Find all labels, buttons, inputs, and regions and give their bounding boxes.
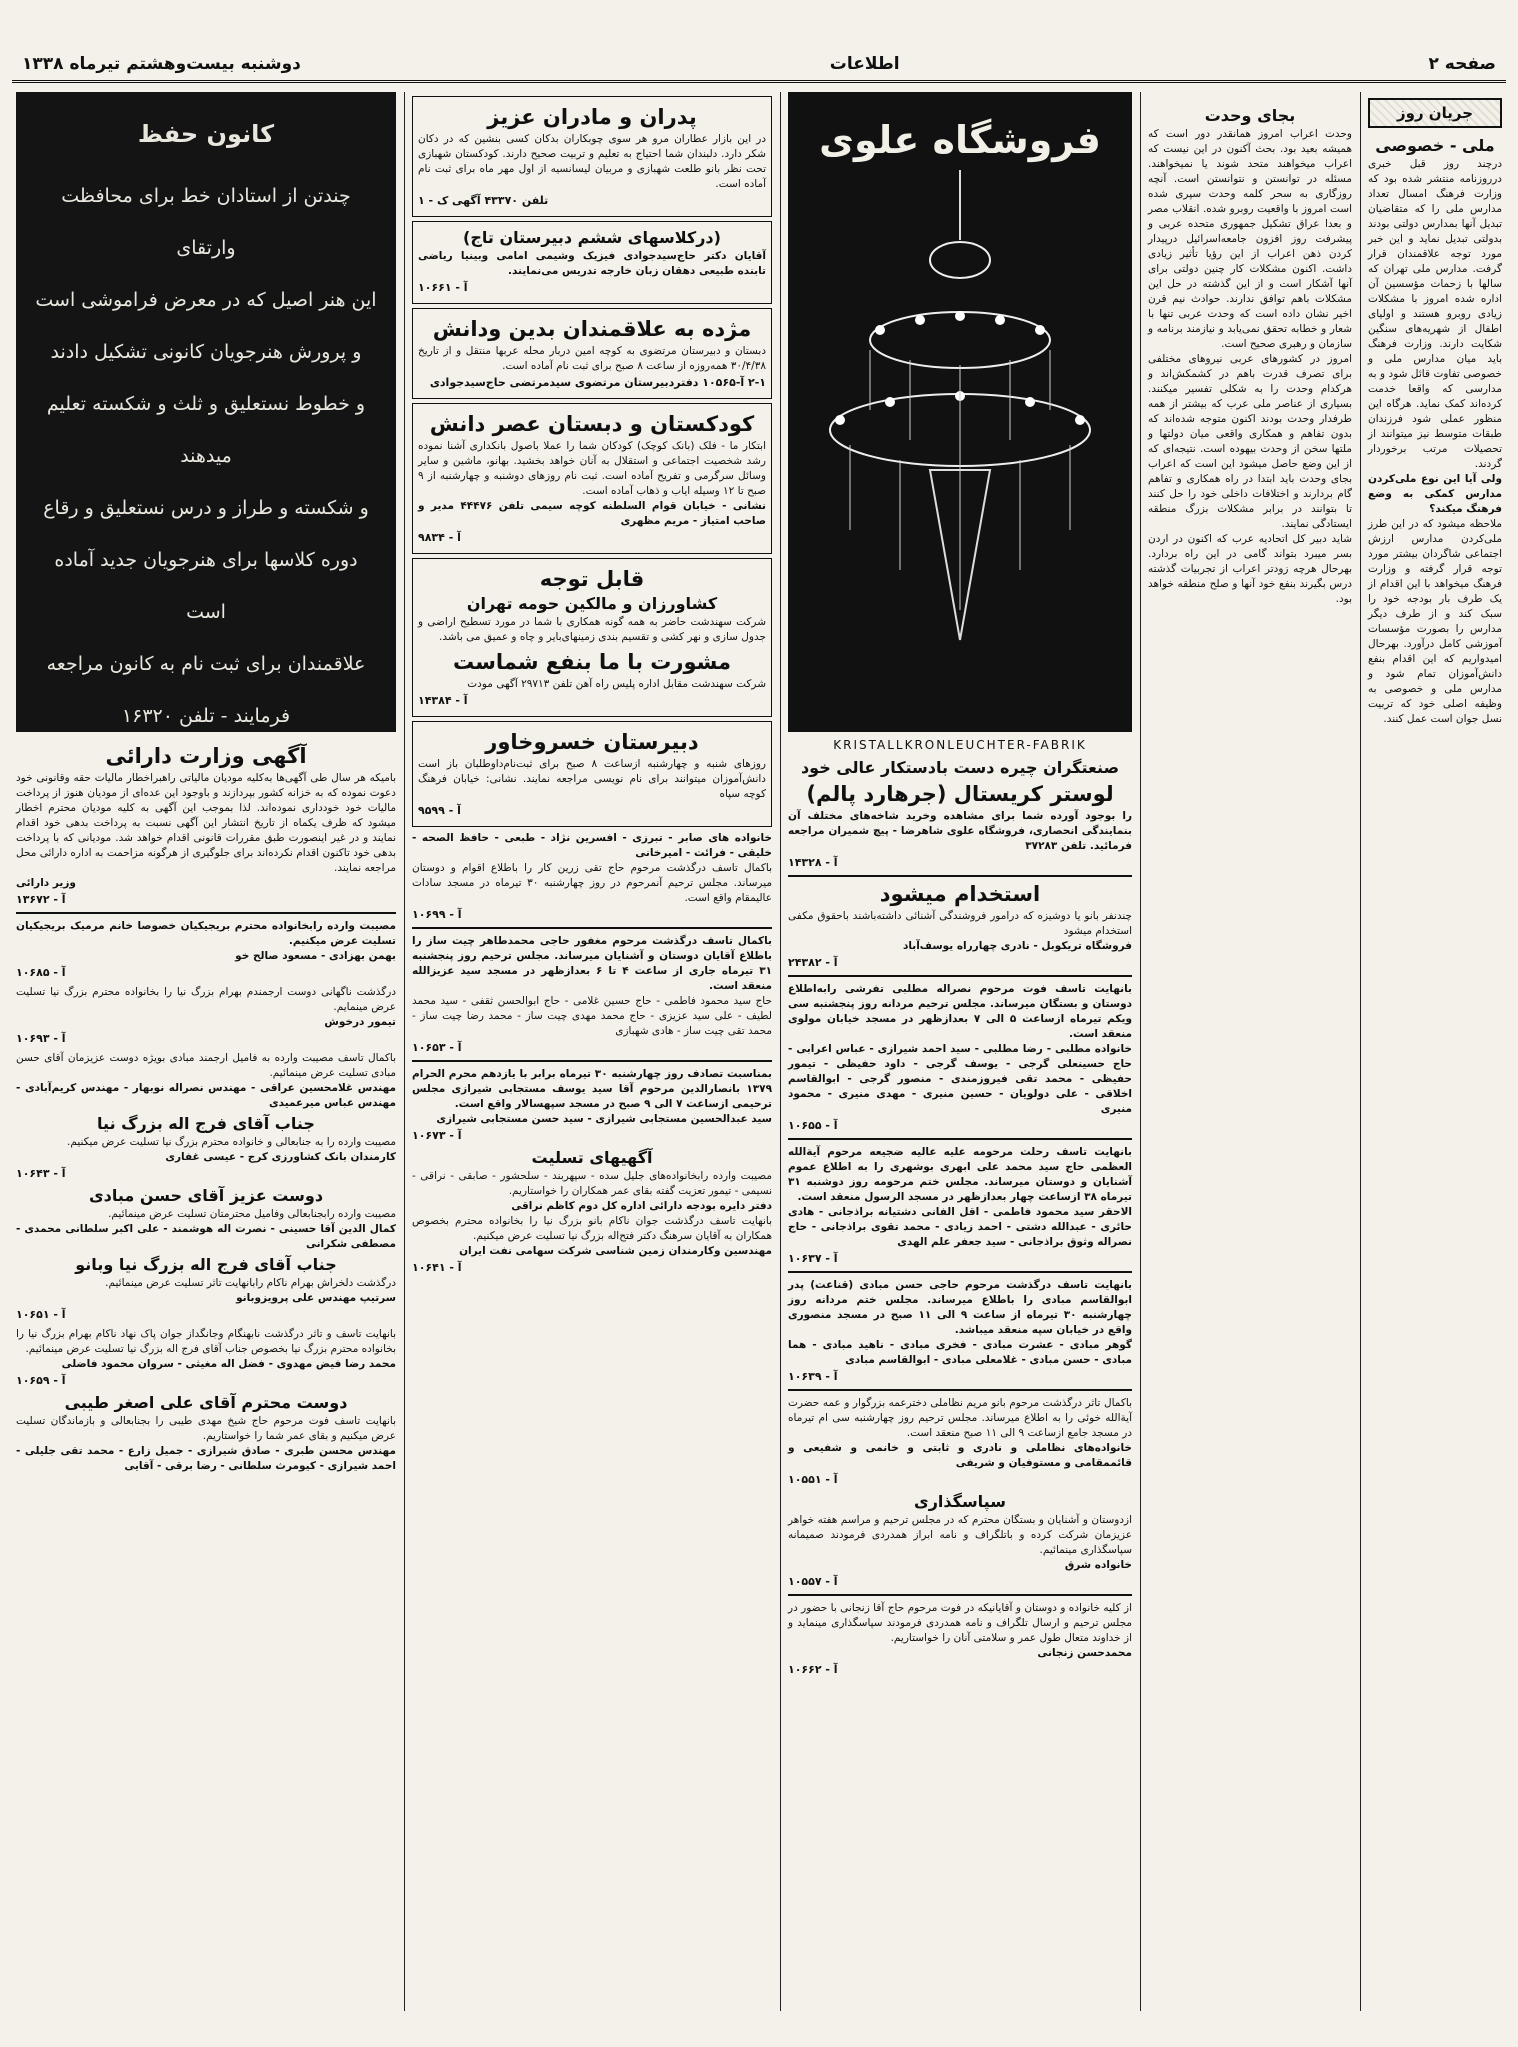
- divider: [788, 1271, 1132, 1273]
- ad-address: نشانی - خیابان قوام السلطنه کوچه سیمی تلفن ۴۴۴۷۶ مدیر و صاحب امتیاز - مریم مظهری: [418, 500, 766, 527]
- obituary-notice: باکمال تاثر درگذشت مرحوم بانو مریم نظاملی دخترعمه بزرگوار و عمه حضرت آیةالله خوئی را به اطلاع میرساند. مجلس ترحیم روز چهارشنبه سی ام تیرماه در مسجد جامع ازساعت ۹ الی ۱۱ صبح منعقد است.: [788, 1397, 1132, 1439]
- condolence-sign: مهندس محسن طبری - صادق شیرازی - جمیل زارع - محمد تقی جلیلی - احمد شیرازی - کیومرث سلطانی - رضا برقی - آقایی: [16, 1445, 396, 1472]
- ad-reference: آ - ۱۰۶۷۳: [412, 1129, 462, 1142]
- ad-reference: آ - ۱۰۶۵۹: [16, 1374, 66, 1387]
- condolence-sign: کمال الدین آقا حسینی - نصرت اله هوشمند - علی اکبر سلطانی محمدی - مصطفی شکرانی: [16, 1223, 396, 1250]
- company-advert: [412, 558, 772, 717]
- chandelier-advert-photo: [788, 92, 1132, 732]
- ad-body: دبستان و دبیرستان مرتضوی به کوچه امین دربار محله عربها منتقل و از تاریخ ۳۰/۴/۳۸ همه‌روزه از ساعت ۸ صبح برای ثبت نام آماده است.: [418, 345, 766, 372]
- condolence-body: باکمال تاسف مصیبت وارده به فامیل ارجمند مبادی بویژه دوست عزیزمان آقای حسن مبادی تسلیت عرض مینمائیم.: [16, 1052, 396, 1079]
- calligraphy-line: علاقمندان برای ثبت نام به کانون مراجعه: [46, 653, 366, 675]
- article-body: ملاحظه میشود که در این طرز ملی‌کردن مدارس ارزش اجتماعی شاگردان بیشتر مورد توجه قرار گرفته و وزارت فرهنگ میخواهد با این اقدام از یک طرف بار بودجه خود را سبک کند و از طرف دیگر مدارس را بصورت مؤسسات آموزشی کامل درآورد. بهرحال امیدواریم که این اقدام بنفع دانش‌آموزان تمام شود و مدارس ملی و خصوصی به وظیفه اصلی خود که تربیت نسل جوان است عمل کنند.: [1368, 518, 1502, 725]
- ad-reference: آ - ۱۰۶۶۲: [788, 1663, 838, 1676]
- obituary-family: گوهر مبادی - عشرت مبادی - فخری مبادی - ناهید مبادی - هما مبادی - حسن مبادی - غلامعلی مبادی - ابوالقاسم مبادی: [788, 1339, 1132, 1366]
- obituary-family: سید عبدالحسین مستجابی شیرازی - سید حسن مستجابی شیرازی: [436, 1113, 772, 1125]
- shop-name: فروشگاه علوی: [819, 118, 1101, 162]
- ad-body: در این بازار عطاران مرو هر سوی چوبکاران بدکان کسی بنشین که در دکان شکر دارد. دلبندان شما احتیاج به تعلیم و تربیت صحیح دارند. کودکستان شهبازی تحت نظر بانو طلعت شهبازی و مربیان لیسانسیه از اول مهر ماه برای ثبت نام آماده است.: [418, 133, 766, 190]
- column-rule: [1140, 92, 1141, 2011]
- ad-subtitle: کشاورزان و مالکین حومه تهران: [466, 594, 718, 613]
- condolence-body: مصیبت وارده رابخانواده‌های جلیل سده - سپهربند - سلحشور - صابقی - نراقی - نسیمی - تیمور تعزیت گفته بقای عمر همکاران را خواستاریم.: [412, 1170, 772, 1197]
- obituary-notice: بانهایت تاسف درگذشت مرحوم حاجی حسن مبادی (قناعت) پدر ابوالقاسم مبادی را باطلاع میرساند. مجلس ختم مردانه روز چهارشنبه ۳۰ تیرماه از ساعت ۹ الی ۱۱ صبح در مسجد منصوری واقع در خیابان سپه منعقد میباشد.: [788, 1279, 1132, 1336]
- ad-reference: آ - ۱۰۶۵۵: [788, 1119, 838, 1132]
- condolence-sign: دفتر دایره بودجه دارائی اداره کل دوم کاظم نراقی: [511, 1200, 772, 1212]
- ad-title: مشورت با ما بنفع شماست: [452, 650, 732, 674]
- ad-reference: آ - ۱۰۶۴۳: [16, 1167, 66, 1180]
- ad-reference: آ - ۱۰۶۳۹: [788, 1370, 838, 1383]
- article-title: ملی - خصوصی: [1375, 136, 1495, 155]
- column-school-ads: [406, 92, 778, 2011]
- thanks-body: ازدوستان و آشنایان و بستگان محترم که در مجلس ترحیم و مراسم هفته خواهر عزیزمان شرکت کرده و باتلگراف و نامه ابراز همدردی فرمودند صمیمانه سپاسگذاری مینمائیم.: [788, 1514, 1132, 1556]
- condolence-body: مصیبت وارده رابخانواده محترم بریجیکیان خصوصا خانم مرمیک بریجیکیان تسلیت عرض میکنیم.: [16, 920, 396, 947]
- ad-reference: آ - ۱۰۶۸۵: [16, 966, 66, 979]
- article-body: شاید دبیر کل اتحادیه عرب که اکنون در اردن بسر میبرد بتواند گامی در این راه بردارد. بهرحال هرچه زودتر اعراب از تجربیات گذشته درس بگیرند بنفع خود آنها و صلح منطقه خواهد بود.: [1148, 533, 1352, 605]
- ad-body: ابتکار ما - فلک (بانک کوچک) کودکان شما را عملا باصول بانکداری آشنا نموده رشد شخصیت اجتماعی و استقلال به آنان خواهد بخشید. بهانو، ماشین و سایر وسائل سرگرمی و تفریح آماده است. ثبت نام روزهای دوشنبه و چهارشنبه از ۹ صبح تا ۱۲ وسیله ایاب و ذهاب آماده است.: [418, 440, 766, 497]
- thanks-family: خانواده شرق: [1064, 1559, 1132, 1571]
- ad-reference: آ - ۱۴۳۸۴: [418, 694, 468, 707]
- ad-body: را بوجود آورده شما برای مشاهده وخرید شاخه‌های مختلف آن بنمایندگی انحصاری، فروشگاه علوی شاهرضا - پیچ شمیران مراجعه فرمائید. تلفن ۳۷۲۸۳: [788, 810, 1132, 852]
- ad-body: شرکت سهندشت مقابل اداره پلیس راه آهن تلفن ۲۹۷۱۳ آگهی مودت: [467, 678, 766, 690]
- calligraphy-title: کانون حفظ: [137, 120, 275, 148]
- condolence-sign: بهمن بهزادی - مسعود صالح خو: [235, 950, 396, 962]
- obituary-family: الاحقر سید محمود فاطمی - اقل الفانی دشتیانه براذجانی - هادی حائری - عبدالله دشتی - احمد زیادی - محمد تقوی براذجانی - حاج نصراله وثوق براذجانی - سید جعفر علم الهدی: [788, 1206, 1132, 1248]
- condolence-body: بانهایت تاسف درگذشت جوان ناکام بانو بزرگ نیا را بخانواده محترم بخصوص همکاران به آقایان سرهنگ دکتر فتح‌اله بزرگ نیا تسلیت عرض میکنیم.: [412, 1215, 772, 1242]
- ad-reference: آ - ۱۰۵۵۱: [788, 1473, 838, 1486]
- ad-body: شرکت سهندشت حاضر به همه گونه همکاری با شما در مورد تسطیح اراضی و جدول سازی و نهر کشی و تقسیم بندی زمینهای‌بایر و چاه و عمیق می باشد.: [418, 616, 766, 643]
- condolences-title: آگهیهای تسلیت: [531, 1148, 653, 1167]
- chandelier-icon: [810, 170, 1110, 670]
- column-editorial: [1362, 92, 1508, 2011]
- obituary-family: محمدحسن زنجانی: [1037, 1647, 1132, 1659]
- condolence-heading: جناب آقای فرج اله بزرگ نیا وبانو: [75, 1255, 337, 1274]
- calligraphy-line: و پرورش هنرجویان کانونی تشکیل دادند: [50, 341, 362, 363]
- condolence-body: مصیبت وارده رابجنابعالی وفامیل محترمتان تسلیت عرض مینمائیم.: [108, 1208, 396, 1220]
- calligraphy-line: این هنر اصیل که در معرض فراموشی است: [35, 289, 377, 311]
- divider: [788, 1389, 1132, 1391]
- ad-title: پدران و مادران عزیز: [487, 105, 697, 129]
- divider: [788, 1594, 1132, 1596]
- obituary-notice: بمناسبت تصادف روز چهارشنبه ۳۰ تیرماه برابر با یازدهم محرم الحرام ۱۳۷۹ بانصارالدین مرحوم آقا سید یوسف مستجابی شیرازی مجلس ترحیمی ازساعت ۷ الی ۹ صبح در مسجد سپهسالار واقع است.: [412, 1068, 772, 1110]
- divider: [788, 1138, 1132, 1140]
- ad-reference: آ - ۹۸۳۴: [418, 531, 461, 544]
- condolence-sign: کارمندان بانک کشاورزی کرج - عیسی غفاری: [165, 1151, 396, 1163]
- notice-title: آگهی وزارت دارائی: [105, 744, 307, 768]
- ad-reference: آ - ۱۰۶۶۱: [418, 281, 468, 294]
- school-advert: [412, 96, 772, 217]
- obituary-family: خانواده‌های نظاملی و نادری و ثابتی و خانمی و شفیعی و قائممقامی و مستوفیان و شریفی: [788, 1442, 1132, 1469]
- article-body: وحدت اعراب امروز همانقدر دور است که همیشه بعید بود. بحث آکنون در این نیست که اعراب میخواهند متحد شوند یا نمیخواهند. مسئله در توانستن و نتوانستن است. آنچه روزگاری به سحر کلمه وحدت سپری شده است امروز با واقعیت روبرو شده. انقلاب مصر و بعدا عراق تشکیل جمهوری متحده عربی و پیشرفت روز افزون جامعه‌اسرائیل درپیدار کردن ذهن اعراب از این رؤیا تأثیر زیادی داشت. اکنون مشکلات کار چنین دولتی برای آنها آشکار است و از این گذشته در حل این مشکلات باهم توافق ندارند. حوادث نیم قرن اخیر نشان داده است که وحدت عربی تنها با شعار و خطابه تحقق نمی‌یابد و نیازمند برنامه و سازمان و رهبری صحیح است.: [1148, 128, 1352, 350]
- condolence-sign: مهندسین وکارمندان زمین شناسی شرکت سهامی نفت ایران: [459, 1245, 772, 1257]
- ad-reference: آ - ۲۴۳۸۲: [788, 956, 838, 969]
- obituary-notice: بانهایت تاسف رحلت مرحومه علیه عالیه ضجیعه مرحوم آیةالله العظمی حاج سید محمد علی ابهری بوشهری را به اطلاع عموم آشنایان و دوستان میرساند. مجلس ختم مرحومه روز دوشنبه ۳۱ تیرماه ۳۸ ازساعت چهار بعدازظهر در مسجد الرسول منعقد است.: [788, 1146, 1132, 1203]
- calligraphy-advert: [16, 92, 396, 732]
- school-advert: [412, 403, 772, 554]
- ad-body: آقایان دکتر حاج‌سیدجوادی فیزیک وشیمی امامی وبینیا ریاضی تابنده طبیعی دهقان زبان خارجه تدریس می‌نمایند.: [418, 250, 766, 277]
- condolence-heading: جناب آقای فرج اله بزرگ نیا: [97, 1114, 315, 1133]
- ad-title: قابل توجه: [539, 567, 645, 591]
- section-banner: جریان روز: [1368, 98, 1502, 128]
- notice-sign: وزیر دارائی: [16, 877, 76, 889]
- article-subtitle: ولی آیا این نوع ملی‌کردن مدارس کمکی به وضع فرهنگ میکند؟: [1368, 473, 1502, 515]
- notice-body: بامیکه هر سال طی آگهی‌ها به‌کلیه مودیان مالیاتی راهبراخطار مالیات حقه وقانونی خود دعوت نموده که به خزانه کشور بپردازند و باوجود این عده‌ای از مودیان هنوز از پرداخت مالیات خود خودداری نموده‌اند. لذا بموجب این آگهی به کلیه مودیان محترم اخطار میشود که ظرف یکماه از تاریخ انتشار این آگهی نسبت به پرداخت بدهی خود اقدام نمایند و در غیر اینصورت طبق مقررات قانونی اقدام خواهد شد. مودیانی که با پرداخت بدهی خود تاکنون اقدام نکرده‌اند برای جلوگیری از هرگونه مزاحمت به اداره دارائی محل مراجعه نمایند.: [16, 772, 396, 874]
- condolence-sign: سرتیپ مهندس علی پرویزوبانو: [236, 1292, 396, 1304]
- condolence-body: درگذشت دلخراش بهرام ناکام رابانهایت تاثر تسلیت عرض مینمائیم.: [105, 1277, 396, 1289]
- article-title: بجای وحدت: [1204, 106, 1296, 125]
- calligraphy-line: و خطوط نستعلیق و ثلث و شکسته تعلیم میدهند: [46, 393, 366, 467]
- column-ads-obituaries: [782, 92, 1138, 2011]
- ad-reference: آ - ۱۰۶۴۱: [412, 1261, 462, 1274]
- ad-title: دبیرستان خسروخاور: [485, 730, 699, 754]
- calligraphy-line: فرمایند - تلفن ۱۶۳۲۰: [121, 705, 291, 727]
- ad-title: کودکستان و دبستان عصر دانش: [429, 412, 755, 436]
- ad-reference: آ - ۱۰۶۳۷: [788, 1252, 838, 1265]
- ad-reference: آ - ۱۰۶۹۳: [16, 1032, 66, 1045]
- article-body: درچند روز قبل خبری درروزنامه منتشر شده بود که وزارت فرهنگ امسال تعداد مدارس ملی را که متقاضیان تبدیل آنها بمدارس دولتی بودند بدولتی تبدیل نماید و این خبر مورد توجه علاقمندان قرار گرفت. مدارس ملی تهران که سالها با زحمات مؤسسین آن اداره شده امروز با مشکلات زیادی روبرو هستند و اولیای اطفال از شهریه‌های سنگین شکایت دارند. وزارت فرهنگ باید میان مدارس ملی و خصوصی تفاوت قائل شود و به مدارسی که واقعا خدمت کرده‌اند کمک نماید. هرگاه این منظور عملی شود فرزندان طبقات متوسط نیز میتوانند از تحصیلات مرتب برخوردار گردند.: [1368, 158, 1502, 470]
- condolence-body: بانهایت تاسف و تاثر درگذشت نابهنگام وجانگداز جوان پاک نهاد ناکام بهرام بزرگ نیا را بخانواده محترم بزرگ نیا بخصوص جناب آقای فرج اله بزرگ نیا تسلیت عرض مینمائیم.: [16, 1328, 396, 1355]
- ad-title: لوستر کریستال (جرهارد پالم): [806, 782, 1114, 806]
- newspaper-name: اطلاعات: [829, 54, 900, 74]
- obituary-notice: بانهایت تاسف فوت مرحوم نصراله مطلبی تفرشی رابه‌اطلاع دوستان و بستگان میرساند. مجلس ترحیم مردانه روز پنجشنبه سی ویکم تیرماه ازساعت ۵ الی ۷ بعدازظهر در مسجد خیابان مولوی منعقد است.: [788, 983, 1132, 1040]
- condolence-sign: تیمور درخوش: [324, 1016, 396, 1028]
- condolence-heading: دوست محترم آقای علی اصغر طیبی: [64, 1393, 348, 1412]
- condolence-body: مصیبت وارده را به جنابعالی و خانواده محترم بزرگ نیا تسلیت عرض میکنیم.: [67, 1136, 396, 1148]
- school-advert: [412, 721, 772, 827]
- obituary-notice: باکمال تاسف درگذشت مرحوم حاج تقی زرین کار را باطلاع اقوام و دوستان میرساند. مجلس ترحیم آنمرحوم در روز چهارشنبه ۳۰ تیرماه در مسجد سادات عالیمقام واقع است.: [412, 862, 772, 904]
- ad-body: روزهای شنبه و چهارشنبه ازساعت ۸ صبح برای ثبت‌نام‌داوطلبان باز است دانش‌آموزان میتوانند برای نام نویسی مراجعه نمایند. نشانی: خیابان فرهنگ کوچه سپاه: [418, 758, 766, 800]
- obituary-notice: از کلیه خانواده و دوستان و آقایانیکه در فوت مرحوم حاج آقا زنجانی با حضور در مجلس ترحیم و ارسال تلگراف و نامه همدردی فرمودند سپاسگذاری مینماید و از خداوند متعال طول عمر و سلامتی آنان را خواستاریم.: [788, 1602, 1132, 1644]
- condolence-heading: دوست عزیز آقای حسن مبادی: [88, 1186, 324, 1205]
- divider: [412, 1060, 772, 1062]
- column-notices: [10, 92, 402, 2011]
- divider: [788, 975, 1132, 977]
- ad-reference: آ - ۱۰۶۵۱: [16, 1308, 66, 1321]
- ad-subhead: صنعتگران چیره دست بادستکار عالی خود: [800, 758, 1120, 777]
- column-article: [1142, 92, 1358, 2011]
- condolence-body: بانهایت تاسف فوت مرحوم حاج شیخ مهدی طیبی را بجنابعالی و بازماندگان تسلیت عرض میکنیم و بقای عمر شما را خواستاریم.: [16, 1415, 396, 1442]
- ad-reference: آ - ۹۵۹۹: [418, 804, 461, 817]
- thanks-title: سپاسگذاری: [914, 1492, 1006, 1511]
- column-rule: [1360, 92, 1361, 2011]
- ad-reference: آ - ۱۰۵۵۷: [788, 1575, 838, 1588]
- obituary-family: حاج سید محمود فاطمی - حاج حسین غلامی - حاج ابوالحسن ثقفی - سید محمد لطیف - علی سید عزیزی - حاج محمد مهدی چیت ساز - محمد رضا چیت ساز - محمد تقی چیت ساز - هادی شهبازی: [412, 995, 772, 1037]
- calligraphy-line: و شکسته و طراز و درس نستعلیق و رقاع: [43, 497, 369, 519]
- condolence-sign: مهندس غلامحسین عراقی - مهندس نصراله نوبهار - مهندس کریم‌آبادی - مهندس عباس میرعمیدی: [16, 1082, 396, 1109]
- school-advert: [412, 308, 772, 399]
- page-number: صفحه ۲: [1428, 54, 1496, 74]
- article-body: امروز در کشورهای عربی نیروهای مختلفی برای تصرف قدرت باهم در کشمکش‌اند و هرکدام وحدت را به شکلی تفسیر میکنند. بسیاری از عناصر ملی عرب که بیشتر از همه طرفدار وحدت بودند اکنون متوجه شده‌اند که بدون تفاهم و همکاری واقعی میان دولتها و ملتها سخن از وحدت بیهوده است. نتیجه‌ای که از این وضع حاصل میشود این است که اعراب بجای وحدت باید ابتدا در راه همکاری و تفاهم گام بردارند و اختلافات داخلی خود را حل کنند تا بتوانند در برابر مشکلات بزرگ منطقه ایستادگی نمایند.: [1148, 353, 1352, 530]
- ad-reference: ۲-۱ آ-۱۰۵۶۵ دفتردبیرستان مرتضوی سیدمرتضی حاج‌سیدجوادی: [429, 376, 766, 389]
- obituary-family: خانواده های صابر - تبرزی - افسرین نژاد - طبعی - حافظ الصحه - خلیقی - فرائت - امیرخانی: [412, 832, 772, 859]
- page-header: [12, 48, 1506, 83]
- ad-reference: آ - ۱۰۶۹۹: [412, 908, 462, 921]
- divider: [412, 927, 772, 929]
- school-advert: [412, 221, 772, 304]
- photo-caption: KRISTALLKRONLEUCHTER-FABRIK: [833, 738, 1087, 752]
- obituary-family: خانواده مطلبی - رضا مطلبی - سید احمد شیرازی - عباس اعرابی - حاج حسینعلی گرجی - یوسف گرجی - داود حفیظی - تیمور حفیظی - محمد تقی فیروزمندی - منصور گرجی - ابوالقاسم اخلاقی - علی دولویان - حسین منیری - مهدی منیری - محمود منیری: [788, 1043, 1132, 1115]
- condolence-body: درگذشت ناگهانی دوست ارجمندم بهرام بزرگ نیا را بخانواده محترم بزرگ نیا تسلیت عرض مینمایم.: [16, 986, 396, 1013]
- ad-title: مژده به علاقمندان بدین ودانش: [432, 317, 752, 341]
- ad-reference: آ - ۱۴۳۲۸: [788, 856, 838, 869]
- condolence-sign: محمد رضا فیض مهدوی - فضل اله مغیثی - سروان محمود فاضلی: [61, 1358, 396, 1370]
- ad-reference: آ - ۱۰۶۵۳: [412, 1041, 462, 1054]
- job-ad-title: استخدام میشود: [879, 882, 1041, 906]
- ad-title: (درکلاسهای ششم دبیرستان تاج): [463, 228, 721, 247]
- calligraphy-line: دوره کلاسها برای هنرجویان جدید آماده است: [54, 549, 358, 623]
- ad-reference: تلفن ۴۳۳۷۰ آگهی ک - ۱: [418, 194, 549, 207]
- column-rule: [404, 92, 405, 2011]
- ad-reference: آ - ۱۳۶۷۲: [16, 893, 66, 906]
- calligraphy-line: چندتن از استادان خط برای محافظت وارتقای: [61, 185, 351, 259]
- divider: [788, 875, 1132, 877]
- job-ad-shop: فروشگاه تریکوبل - نادری چهارراه یوسف‌آباد: [902, 940, 1132, 952]
- column-rule: [780, 92, 781, 2011]
- divider: [16, 912, 396, 914]
- job-ad-body: چندنفر بانو یا دوشیزه که درامور فروشندگی آشنائی داشته‌باشند باحقوق مکفی استخدام میشود: [788, 910, 1132, 937]
- issue-date: دوشنبه بیست‌وهشتم تیرماه ۱۳۳۸: [22, 54, 301, 74]
- obituary-notice: باکمال تاسف درگذشت مرحوم مغفور حاجی محمدطاهر چیت ساز را باطلاع آقایان دوستان و آشنایان میرساند. مجلس ترحیم روز پنجشنبه ۳۱ تیرماه جاری از ساعت ۴ تا ۶ بعدازظهر در مسجد سید عزیزالله منعقد است.: [412, 935, 773, 992]
